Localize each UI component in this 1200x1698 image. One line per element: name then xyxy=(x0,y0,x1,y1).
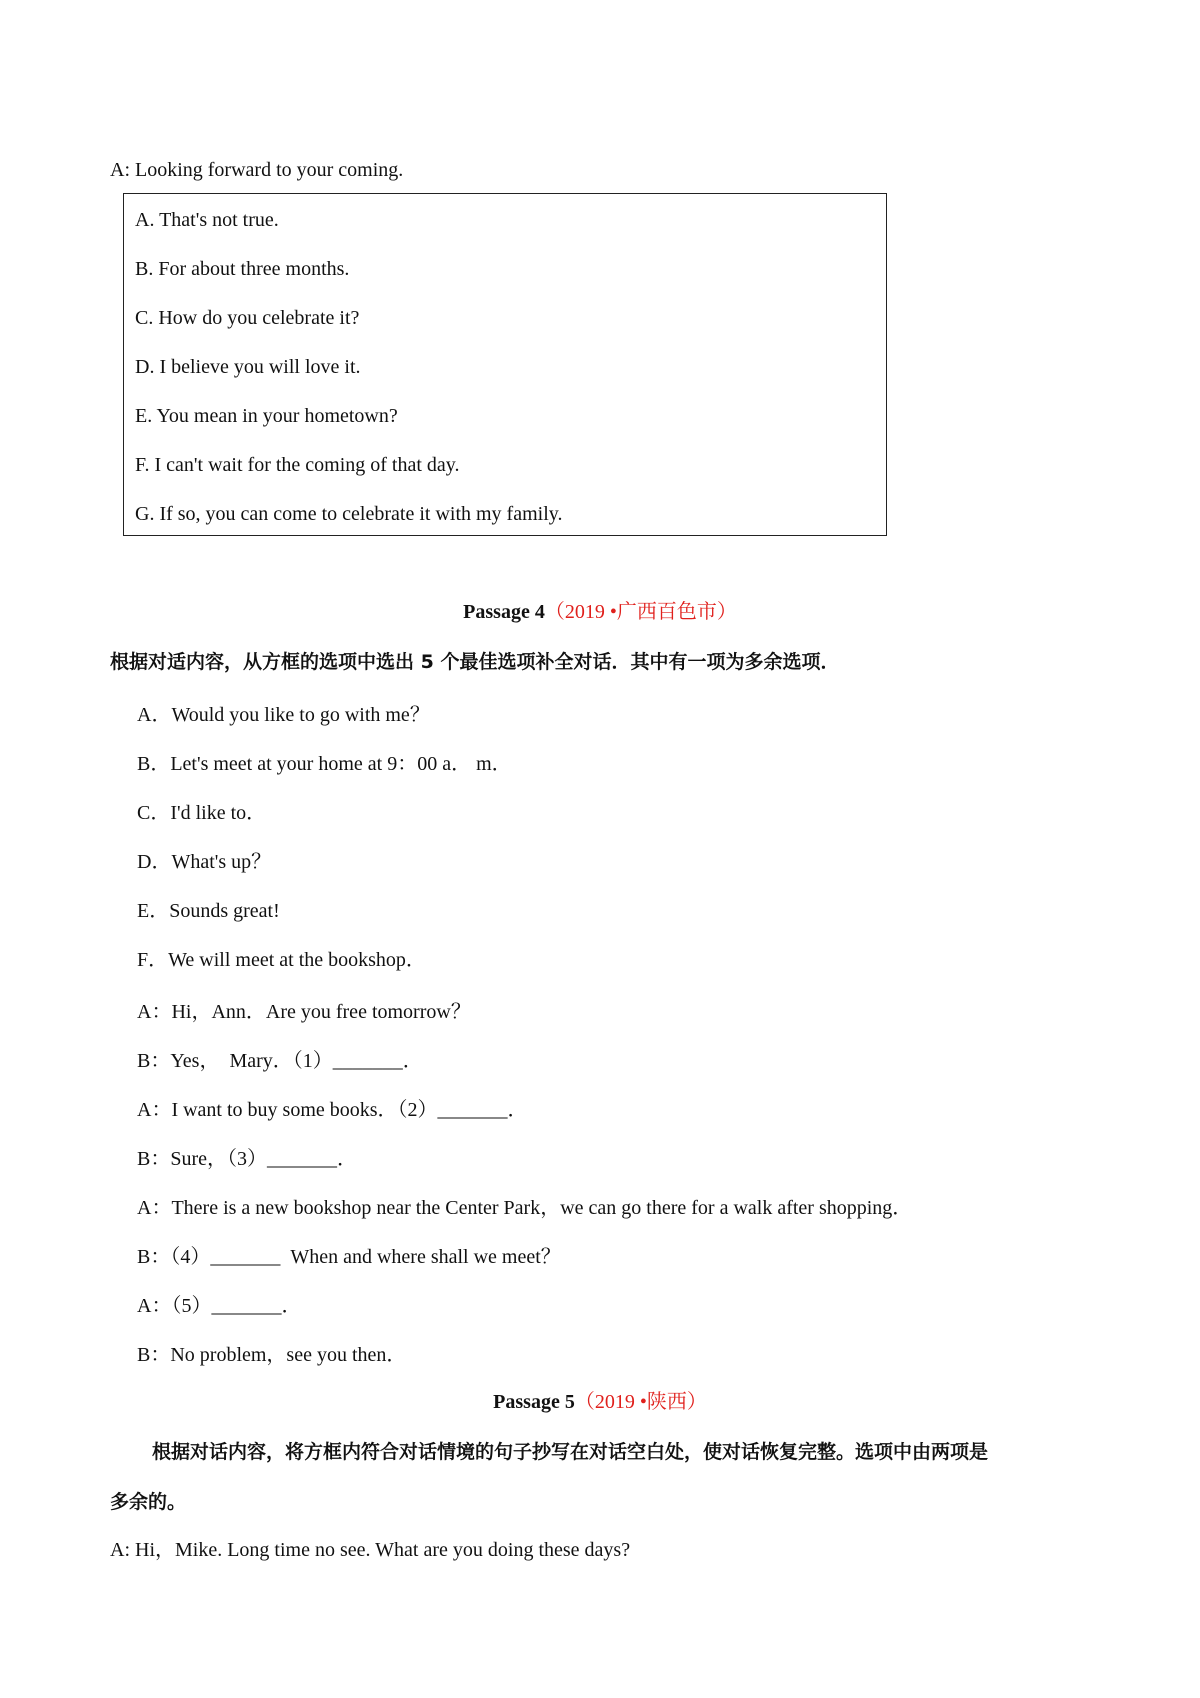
passage-instruction: 根据对适内容，从方框的选项中选出 5 个最佳选项补全对话．其中有一项为多余选项． xyxy=(110,651,840,673)
dialogue-line: A：There is a new bookshop near the Center Park，we can go there for a walk after shopping． xyxy=(137,1197,913,1219)
options-box xyxy=(123,193,887,536)
passage-source: （2019 •陕西） xyxy=(574,1391,707,1413)
option-g: G. If so, you can come to celebrate it with my family. xyxy=(135,503,563,525)
dialogue-line: A：（5）_______． xyxy=(137,1295,302,1317)
option-d: D. I believe you will love it. xyxy=(135,356,361,378)
passage-title: Passage 5 xyxy=(493,1391,575,1413)
dialogue-line: B：（4）_______ When and where shall we meet？ xyxy=(137,1246,561,1268)
passage-4-heading xyxy=(0,600,1200,624)
option-e: E．Sounds great! xyxy=(137,900,280,922)
passage-instruction-continued: 多余的。 xyxy=(110,1491,187,1513)
dialogue-line: A: Looking forward to your coming. xyxy=(110,159,404,181)
dialogue-line: B：Sure，（3）_______． xyxy=(137,1148,357,1170)
option-b: B．Let's meet at your home at 9：00 a． m． xyxy=(137,753,512,775)
dialogue-line: A: Hi，Mike. Long time no see. What are you doing these days? xyxy=(110,1539,631,1561)
option-b: B. For about three months. xyxy=(135,258,350,280)
option-a: A. That's not true. xyxy=(135,209,279,231)
passage-5-heading xyxy=(0,1390,1200,1414)
dialogue-line: B：No problem，see you then． xyxy=(137,1344,407,1366)
dialogue-line: A：Hi，Ann．Are you free tomorrow？ xyxy=(137,1001,471,1023)
option-d: D．What's up？ xyxy=(137,851,272,873)
option-f: F. I can't wait for the coming of that day. xyxy=(135,454,460,476)
option-c: C. How do you celebrate it? xyxy=(135,307,360,329)
passage-source: （2019 •广西百色市） xyxy=(544,601,737,623)
dialogue-line: A：I want to buy some books．（2）_______． xyxy=(137,1099,528,1121)
passage-title: Passage 4 xyxy=(463,601,545,623)
dialogue-line: B：Yes， Mary．（1）_______． xyxy=(137,1050,423,1072)
option-c: C．I'd like to． xyxy=(137,802,267,824)
option-a: A．Would you like to go with me？ xyxy=(137,704,430,726)
option-e: E. You mean in your hometown? xyxy=(135,405,398,427)
passage-instruction: 根据对话内容，将方框内符合对话情境的句子抄写在对话空白处，使对话恢复完整。选项中由两项是 xyxy=(152,1441,989,1463)
option-f: F．We will meet at the bookshop． xyxy=(137,949,426,971)
